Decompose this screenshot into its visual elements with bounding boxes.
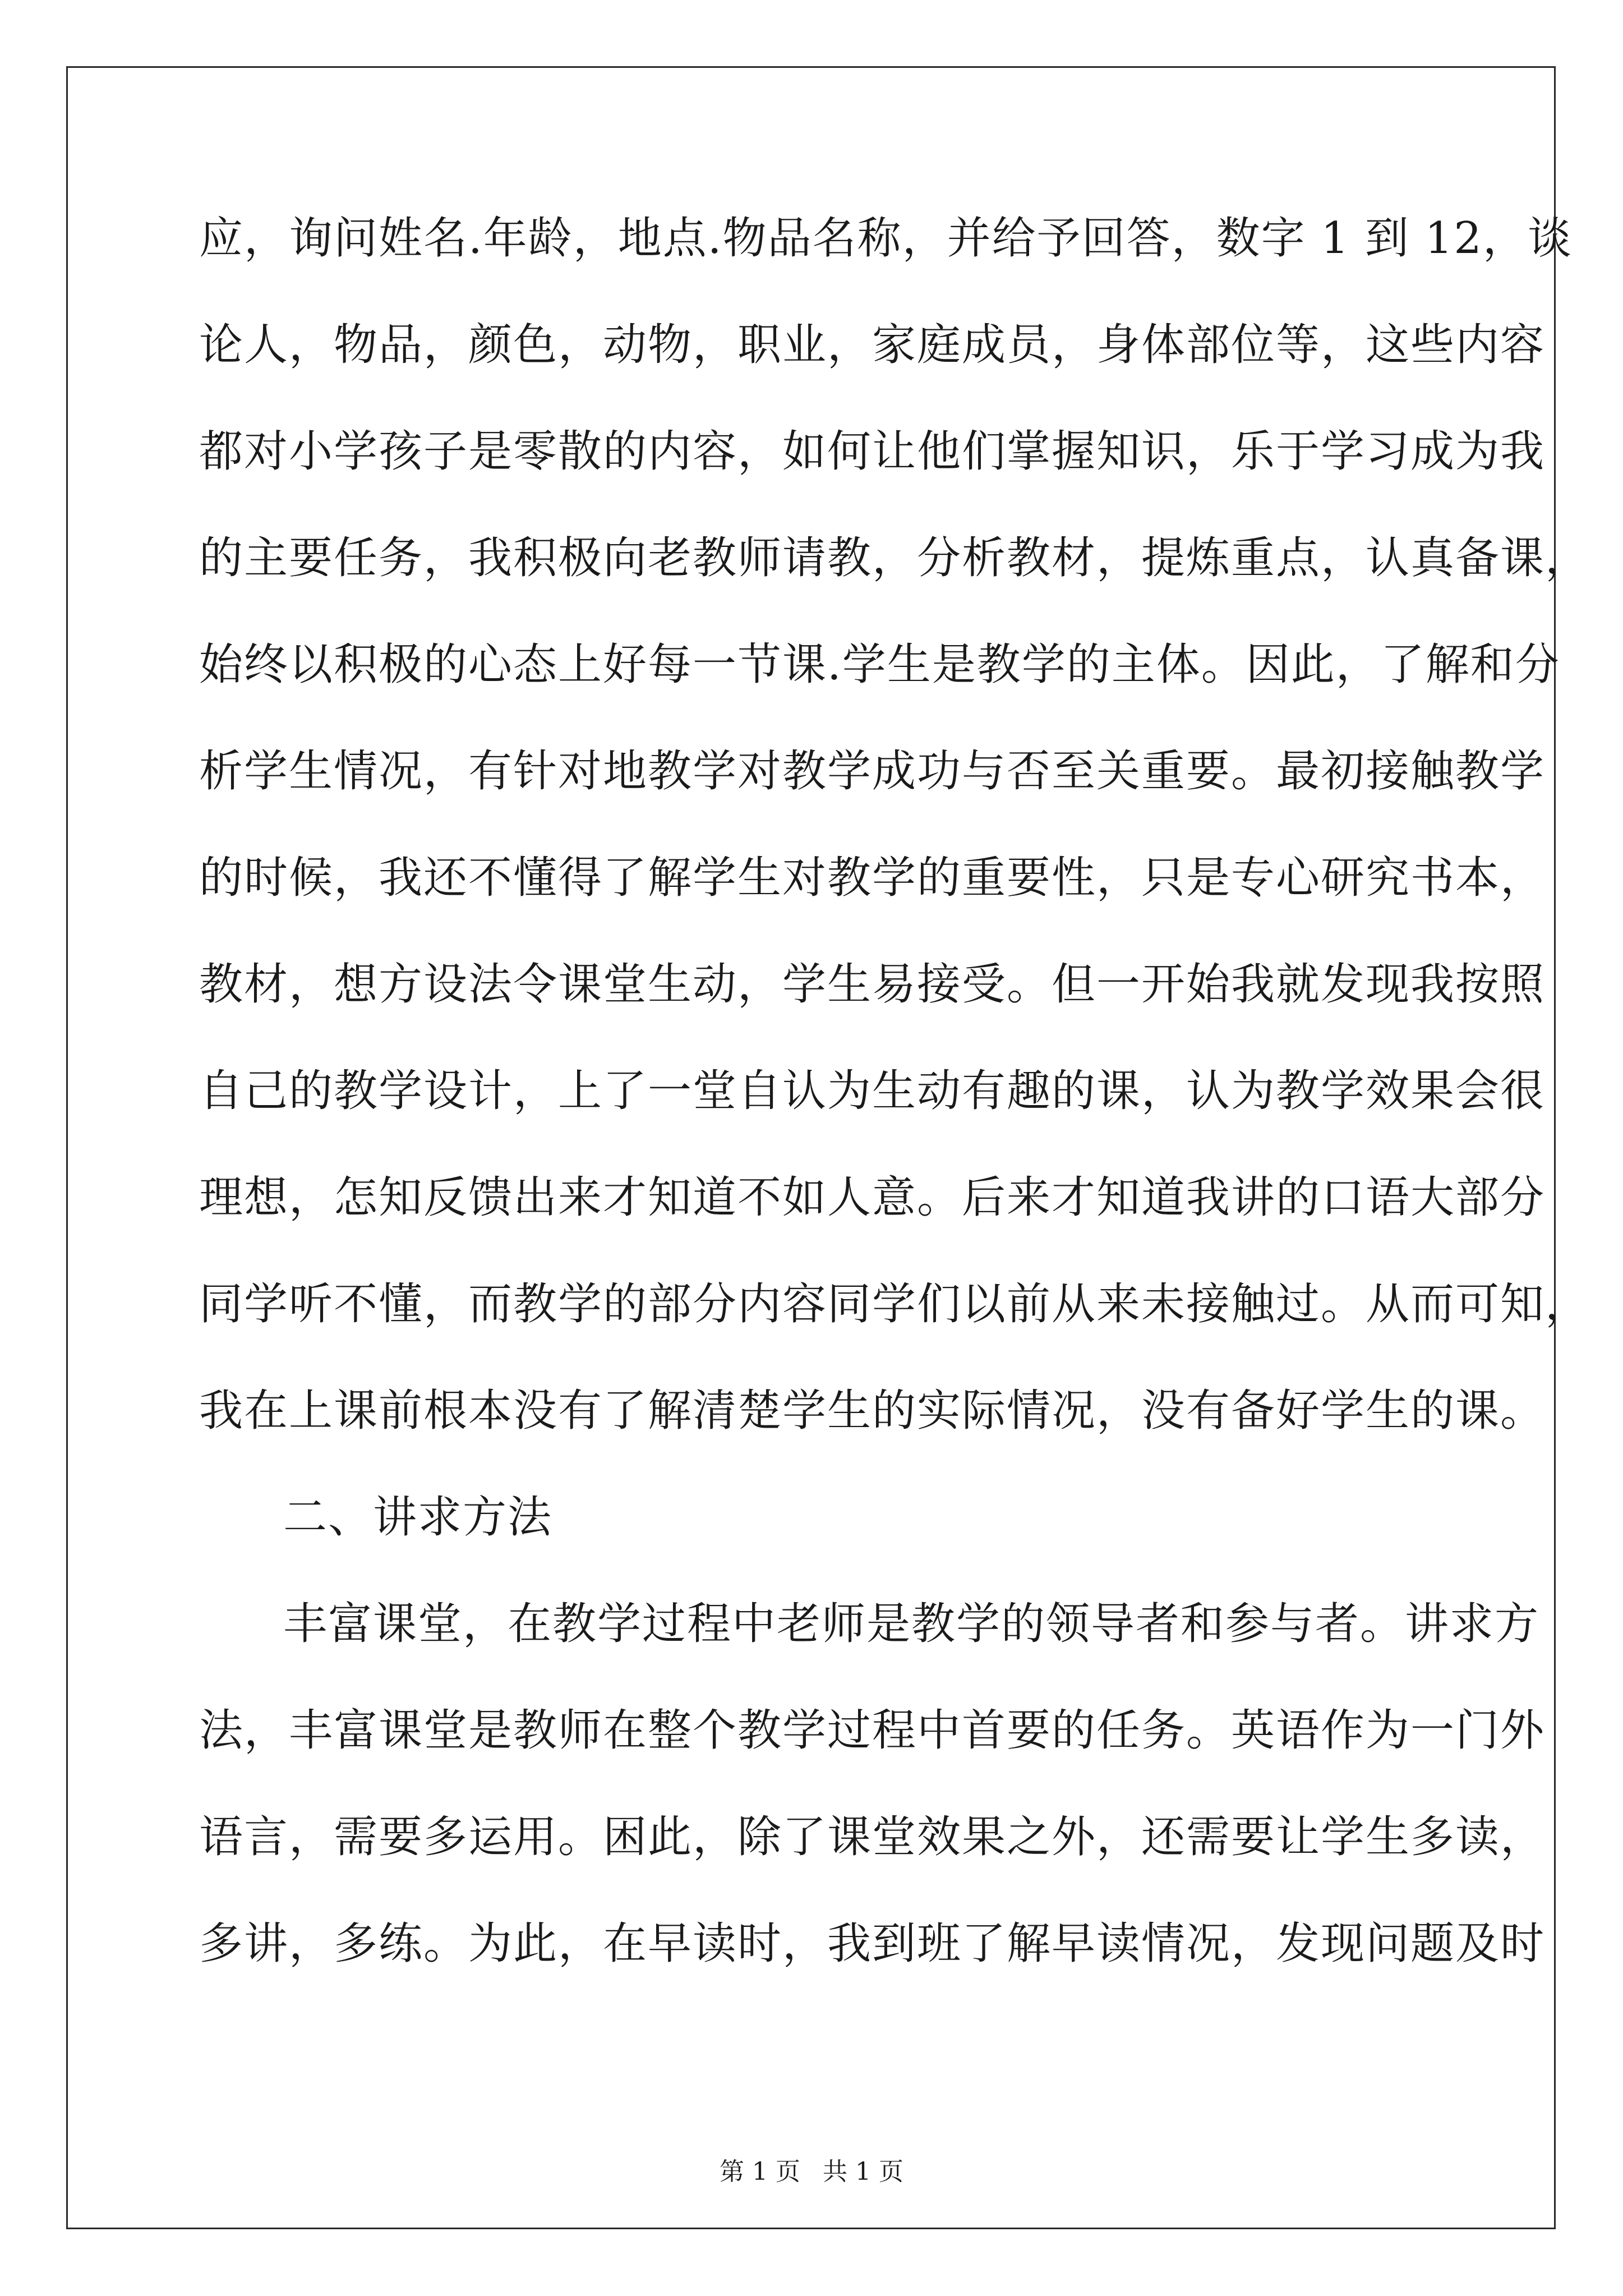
- text-line: 的主要任务，我积极向老教师请教，分析教材，提炼重点，认真备课，: [199, 533, 1590, 583]
- text-line: 多讲，多练。为此，在早读时，我到班了解早读情况，发现问题及时: [199, 1918, 1546, 1969]
- text-line: 丰富课堂，在教学过程中老师是教学的领导者和参与者。讲求方: [283, 1599, 1540, 1649]
- text-line: 教材，想方设法令课堂生动，学生易接受。但一开始我就发现我按照: [199, 959, 1546, 1010]
- page-number: 第 1 页: [720, 2157, 800, 2186]
- text-line: 理想，怎知反馈出来才知道不如人意。后来才知道我讲的口语大部分: [199, 1172, 1546, 1223]
- page-border: [66, 66, 1590, 2229]
- text-line: 的时候，我还不懂得了解学生对教学的重要性，只是专心研究书本，: [199, 853, 1546, 903]
- text-line: 论人，物品，颜色，动物，职业，家庭成员，身体部位等，这些内容: [199, 320, 1546, 370]
- page-footer: [0, 2155, 1623, 2189]
- text-line: 自己的教学设计，上了一堂自认为生动有趣的课，认为教学效果会很: [199, 1066, 1546, 1116]
- text-line: 同学听不懂，而教学的部分内容同学们以前从来未接触过。从而可知，: [199, 1279, 1590, 1329]
- text-line: 法，丰富课堂是教师在整个教学过程中首要的任务。英语作为一门外: [199, 1705, 1546, 1756]
- text-line: 都对小学孩子是零散的内容，如何让他们掌握知识，乐于学习成为我: [199, 426, 1546, 477]
- text-line: 应，询问姓名.年龄，地点.物品名称，并给予回答，数字 1 到 12，谈: [199, 213, 1573, 264]
- page-total: 共 1 页: [823, 2157, 903, 2186]
- text-line: 始终以积极的心态上好每一节课.学生是教学的主体。因此，了解和分: [199, 639, 1560, 690]
- text-line: 语言，需要多运用。困此，除了课堂效果之外，还需要让学生多读，: [199, 1812, 1546, 1862]
- section-heading: 二、讲求方法: [283, 1492, 553, 1543]
- text-line: 我在上课前根本没有了解清楚学生的实际情况，没有备好学生的课。: [199, 1386, 1546, 1436]
- text-line: 析学生情况，有针对地教学对教学成功与否至关重要。最初接触教学: [199, 746, 1546, 797]
